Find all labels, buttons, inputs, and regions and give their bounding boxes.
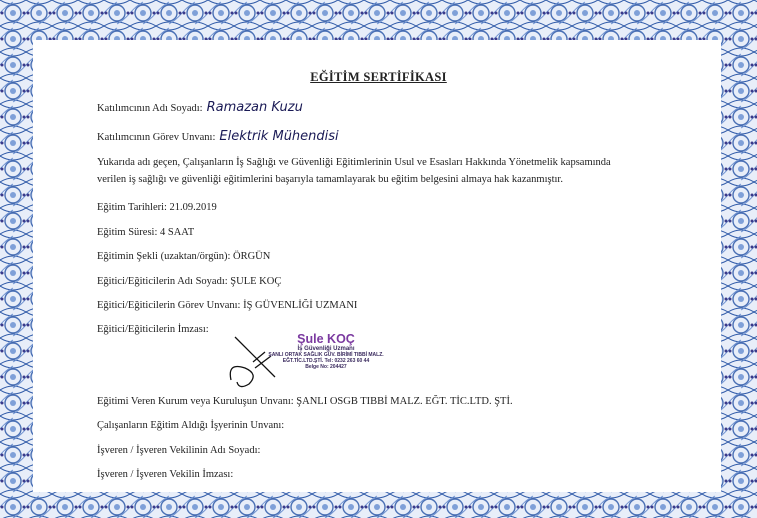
participant-name-label: Katılımcının Adı Soyadı: [97,103,203,114]
statement-line-1: Yukarıda adı geçen, Çalışanların İş Sağlığı ve Güvenliği Eğitimlerinin Usul ve Esasları Hakkında Yönetmelik kapsamında [97,157,611,168]
training-duration: Eğitim Süresi: 4 SAAT [97,227,195,238]
participant-name-row [97,100,303,115]
participant-title-label: Katılımcının Görev Unvanı: [97,132,216,143]
trainer-name: Eğitici/Eğiticilerin Adı Soyadı: ŞULE KOÇ [97,276,282,287]
participant-title-handwritten: Elektrik Mühendisi [219,129,339,144]
trainer-title: Eğitici/Eğiticilerin Görev Unvanı: İŞ GÜVENLİĞİ UZMANI [97,300,358,311]
statement-line-2: verilen iş sağlığı ve güvenliği eğitimlerini başarıyla tamamlayarak bu eğitim belgesini almaya hak kazanmıştır. [97,174,563,185]
stamp-name: Şule KOÇ [297,332,355,346]
training-date: Eğitim Tarihleri: 21.09.2019 [97,202,217,213]
participant-name-handwritten: Ramazan Kuzu [206,100,303,115]
employer-rep-name: İşveren / İşveren Vekilinin Adı Soyadı: [97,445,261,456]
stamp-company-2: EĞT.TİC.LTD.ŞTİ. Tel: 0232 263 60 44 [282,358,370,364]
trainer-signature-label: Eğitici/Eğiticilerin İmzası: [97,324,209,335]
institution: Eğitimi Veren Kurum veya Kuruluşun Unvanı: ŞANLI OSGB TIBBİ MALZ. EĞT. TİC.LTD. ŞTİ. [97,396,513,407]
employer-rep-signature: İşveren / İşveren Vekilin İmzası: [97,469,234,480]
participant-title-row [97,129,339,144]
employer-title: Çalışanların Eğitim Aldığı İşyerinin Unvanı: [97,420,285,431]
certificate-title: EĞİTİM SERTİFİKASI [310,70,447,84]
stamp-company-1: ŞANLI ORTAK SAĞLIK GÜV. BİRİMİ TIBBİ MALZ. [268,352,384,358]
training-format: Eğitimin Şekli (uzaktan/örgün): ÖRGÜN [97,251,271,262]
trainer-stamp [256,332,396,370]
stamp-role: İş Güvenliği Uzmanı [297,346,355,352]
stamp-cert-no: Belge No: 204427 [305,364,347,370]
